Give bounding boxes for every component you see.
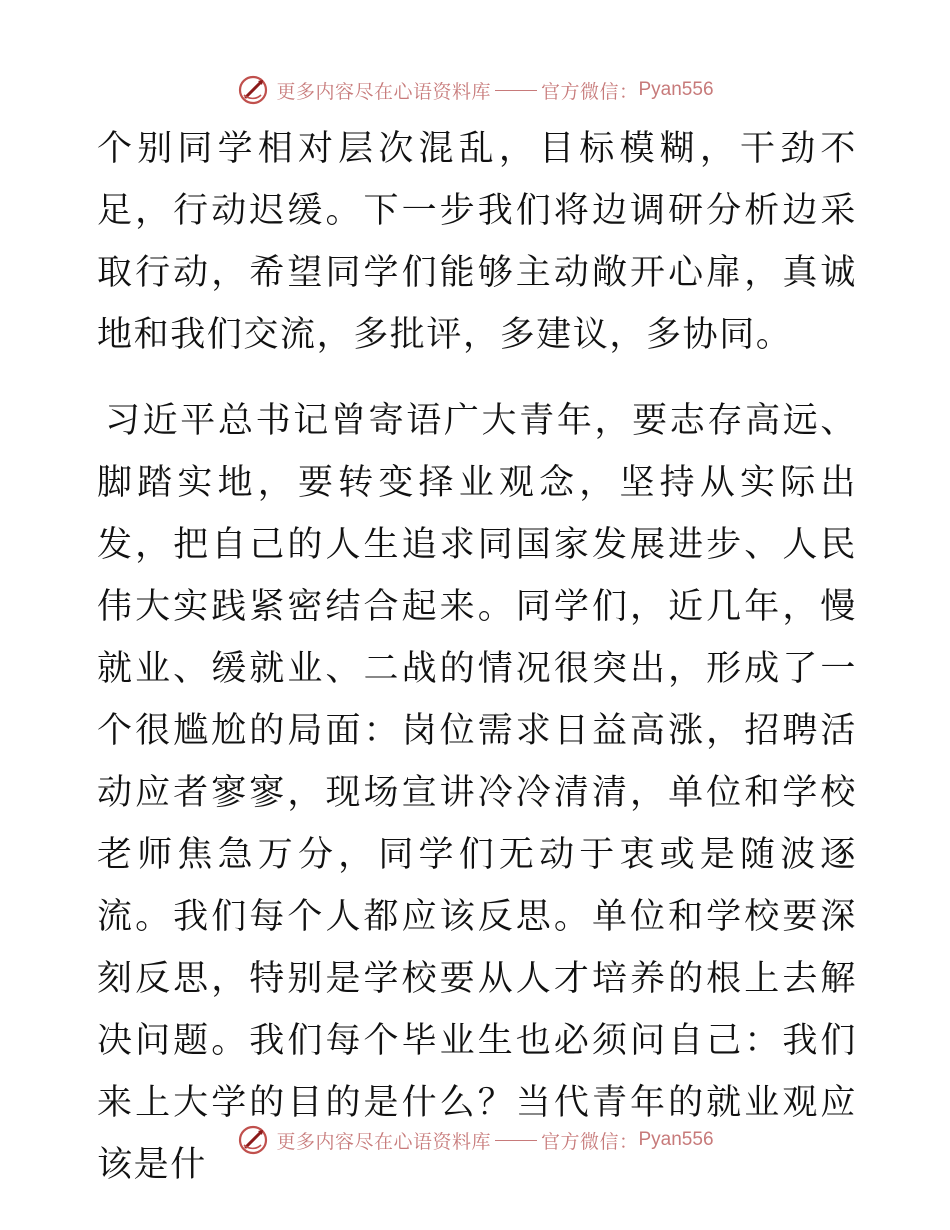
footer-banner: [0, 1120, 950, 1160]
banner-wechat-id: Pyan556: [638, 1129, 714, 1150]
logo-icon: [236, 73, 270, 107]
banner-label: 官方微信：: [540, 80, 639, 103]
paragraph: 习近平总书记曾寄语广大青年，要志存高远、脚踏实地，要转变择业观念，坚持从实际出发，把自己的人生追求同国家发展进步、人民伟大实践紧密结合起来。同学们，近几年，慢就业、缓就业、二战的情况很突出，形成了一个很尴尬的局面：岗位需求日益高涨，招聘活动应者寥寥，现场宣讲冷冷清清，单位和学校老师焦急万分，同学们无动于衷或是随波逐流。我们每个人都应该反思。单位和学校要深刻反思，特别是学校要从人才培养的根上去解决问题。我们每个毕业生也必须问自己：我们来上大学的目的是什么？当代青年的就业观应该是什: [97, 401, 857, 1185]
banner-separator: [495, 90, 537, 91]
banner-text: 更多内容尽在心语资料库: [276, 80, 491, 103]
banner-text: 更多内容尽在心语资料库: [276, 1130, 491, 1153]
banner-wechat-id: Pyan556: [638, 79, 714, 100]
document-body: [97, 118, 857, 1196]
logo-icon: [236, 1123, 270, 1157]
header-banner: [0, 70, 950, 110]
banner-separator: [495, 1140, 537, 1141]
paragraph: 个别同学相对层次混乱，目标模糊，干劲不足，行动迟缓。下一步我们将边调研分析边采取行动，希望同学们能够主动敞开心扉，真诚地和我们交流，多批评，多建议，多协同。: [97, 129, 857, 355]
banner-label: 官方微信：: [540, 1130, 639, 1153]
